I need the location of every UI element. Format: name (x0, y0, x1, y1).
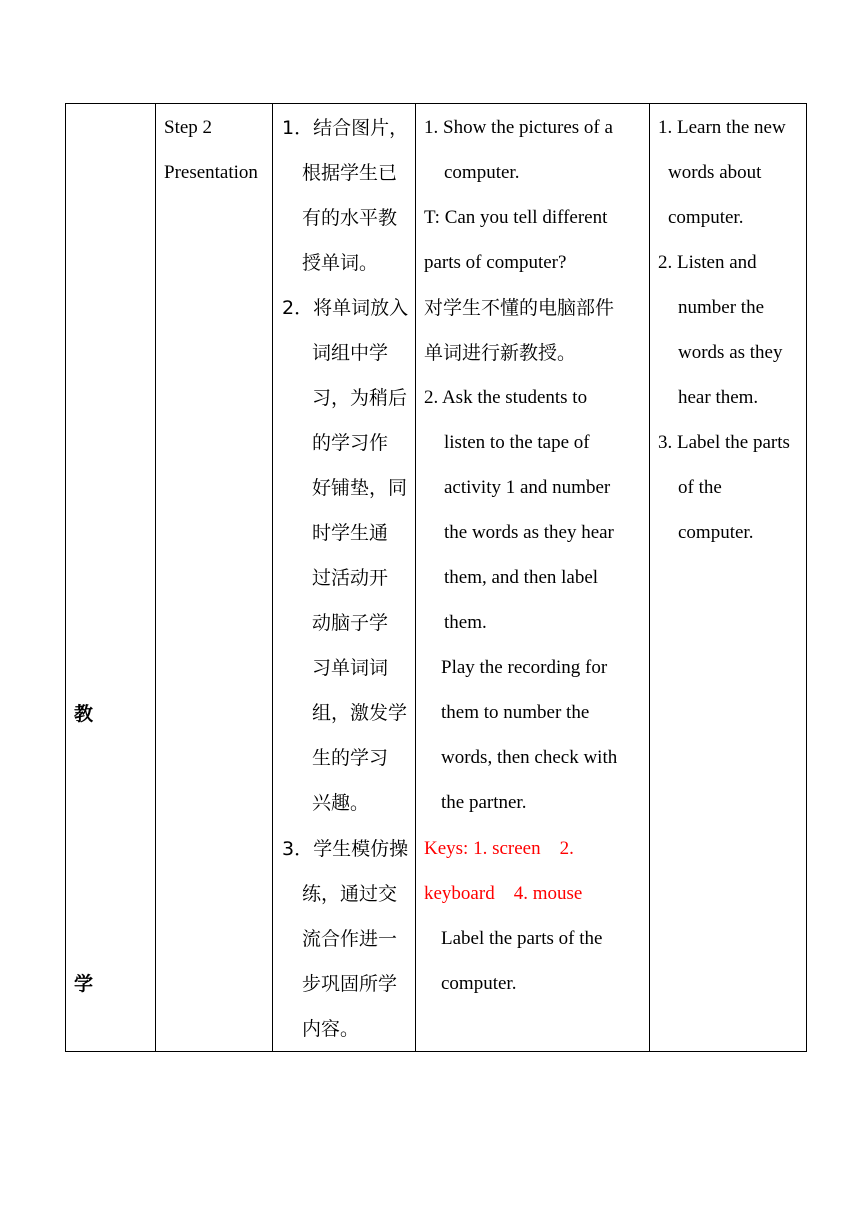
purpose-line: 生的学习 (312, 747, 389, 769)
table-top-border (65, 103, 807, 104)
purpose-line: 时学生通 (312, 522, 389, 544)
purpose-line: 2．将单词放入 (282, 297, 409, 319)
purpose-line: 好铺垫，同 (312, 477, 408, 499)
teacher-line: them, and then label (444, 567, 599, 588)
purpose-line: 的学习作 (312, 432, 389, 454)
student-line: computer. (668, 207, 744, 228)
teacher-line: Play the recording for (441, 657, 608, 678)
purpose-line: 授单词。 (302, 252, 379, 274)
purpose-line: 兴趣。 (312, 792, 370, 814)
column-divider-2 (272, 103, 273, 1052)
student-line: 1. Learn the new (658, 117, 786, 138)
teacher-line: Label the parts of the (441, 928, 603, 949)
teacher-line: the partner. (441, 792, 527, 813)
purpose-line: 练，通过交 (302, 883, 398, 905)
purpose-line: 3．学生模仿操 (282, 838, 409, 860)
teacher-line: 2. Ask the students to (424, 387, 588, 408)
purpose-line: 步巩固所学 (302, 973, 398, 995)
purpose-line: 词组中学 (312, 342, 389, 364)
student-line: number the (678, 297, 765, 318)
purpose-line: 1．结合图片， (282, 117, 409, 139)
teacher-line: computer. (444, 162, 520, 183)
teacher-line: 1. Show the pictures of a (424, 117, 613, 138)
student-line: 2. Listen and (658, 252, 757, 273)
purpose-line: 有的水平教 (302, 207, 398, 229)
table-border-right (806, 103, 807, 1052)
table-border-left (65, 103, 66, 1052)
teacher-line: parts of computer? (424, 252, 567, 273)
keys-line: keyboard 4. mouse (424, 883, 583, 904)
teacher-line: words, then check with (441, 747, 618, 768)
purpose-line: 习，为稍后 (312, 387, 408, 409)
label-xue: 学 (74, 973, 94, 995)
table-bottom-border (65, 1051, 807, 1052)
teacher-line: 对学生不懂的电脑部件 (424, 297, 615, 319)
student-line: words about (668, 162, 762, 183)
student-line: computer. (678, 522, 754, 543)
keys-line: Keys: 1. screen 2. (424, 838, 574, 859)
teacher-line: T: Can you tell different (424, 207, 608, 228)
student-line: of the (678, 477, 722, 498)
step-name: Presentation (164, 162, 258, 183)
purpose-line: 流合作进一 (302, 928, 398, 950)
column-divider-4 (649, 103, 650, 1052)
purpose-line: 内容。 (302, 1018, 360, 1040)
student-line: hear them. (678, 387, 759, 408)
column-divider-1 (155, 103, 156, 1052)
student-line: words as they (678, 342, 783, 363)
teacher-line: them to number the (441, 702, 590, 723)
teacher-line: activity 1 and number (444, 477, 611, 498)
teacher-line: 单词进行新教授。 (424, 342, 577, 364)
teacher-line: them. (444, 612, 487, 633)
label-jiao: 教 (74, 703, 94, 725)
teacher-line: the words as they hear (444, 522, 614, 543)
purpose-line: 根据学生已 (302, 162, 398, 184)
student-line: 3. Label the parts (658, 432, 790, 453)
purpose-line: 组，激发学 (312, 702, 408, 724)
column-divider-3 (415, 103, 416, 1052)
purpose-line: 过活动开 (312, 567, 389, 589)
purpose-line: 动脑子学 (312, 612, 389, 634)
step-number: Step 2 (164, 117, 213, 138)
purpose-line: 习单词词 (312, 657, 389, 679)
teacher-line: computer. (441, 973, 517, 994)
teacher-line: listen to the tape of (444, 432, 590, 453)
